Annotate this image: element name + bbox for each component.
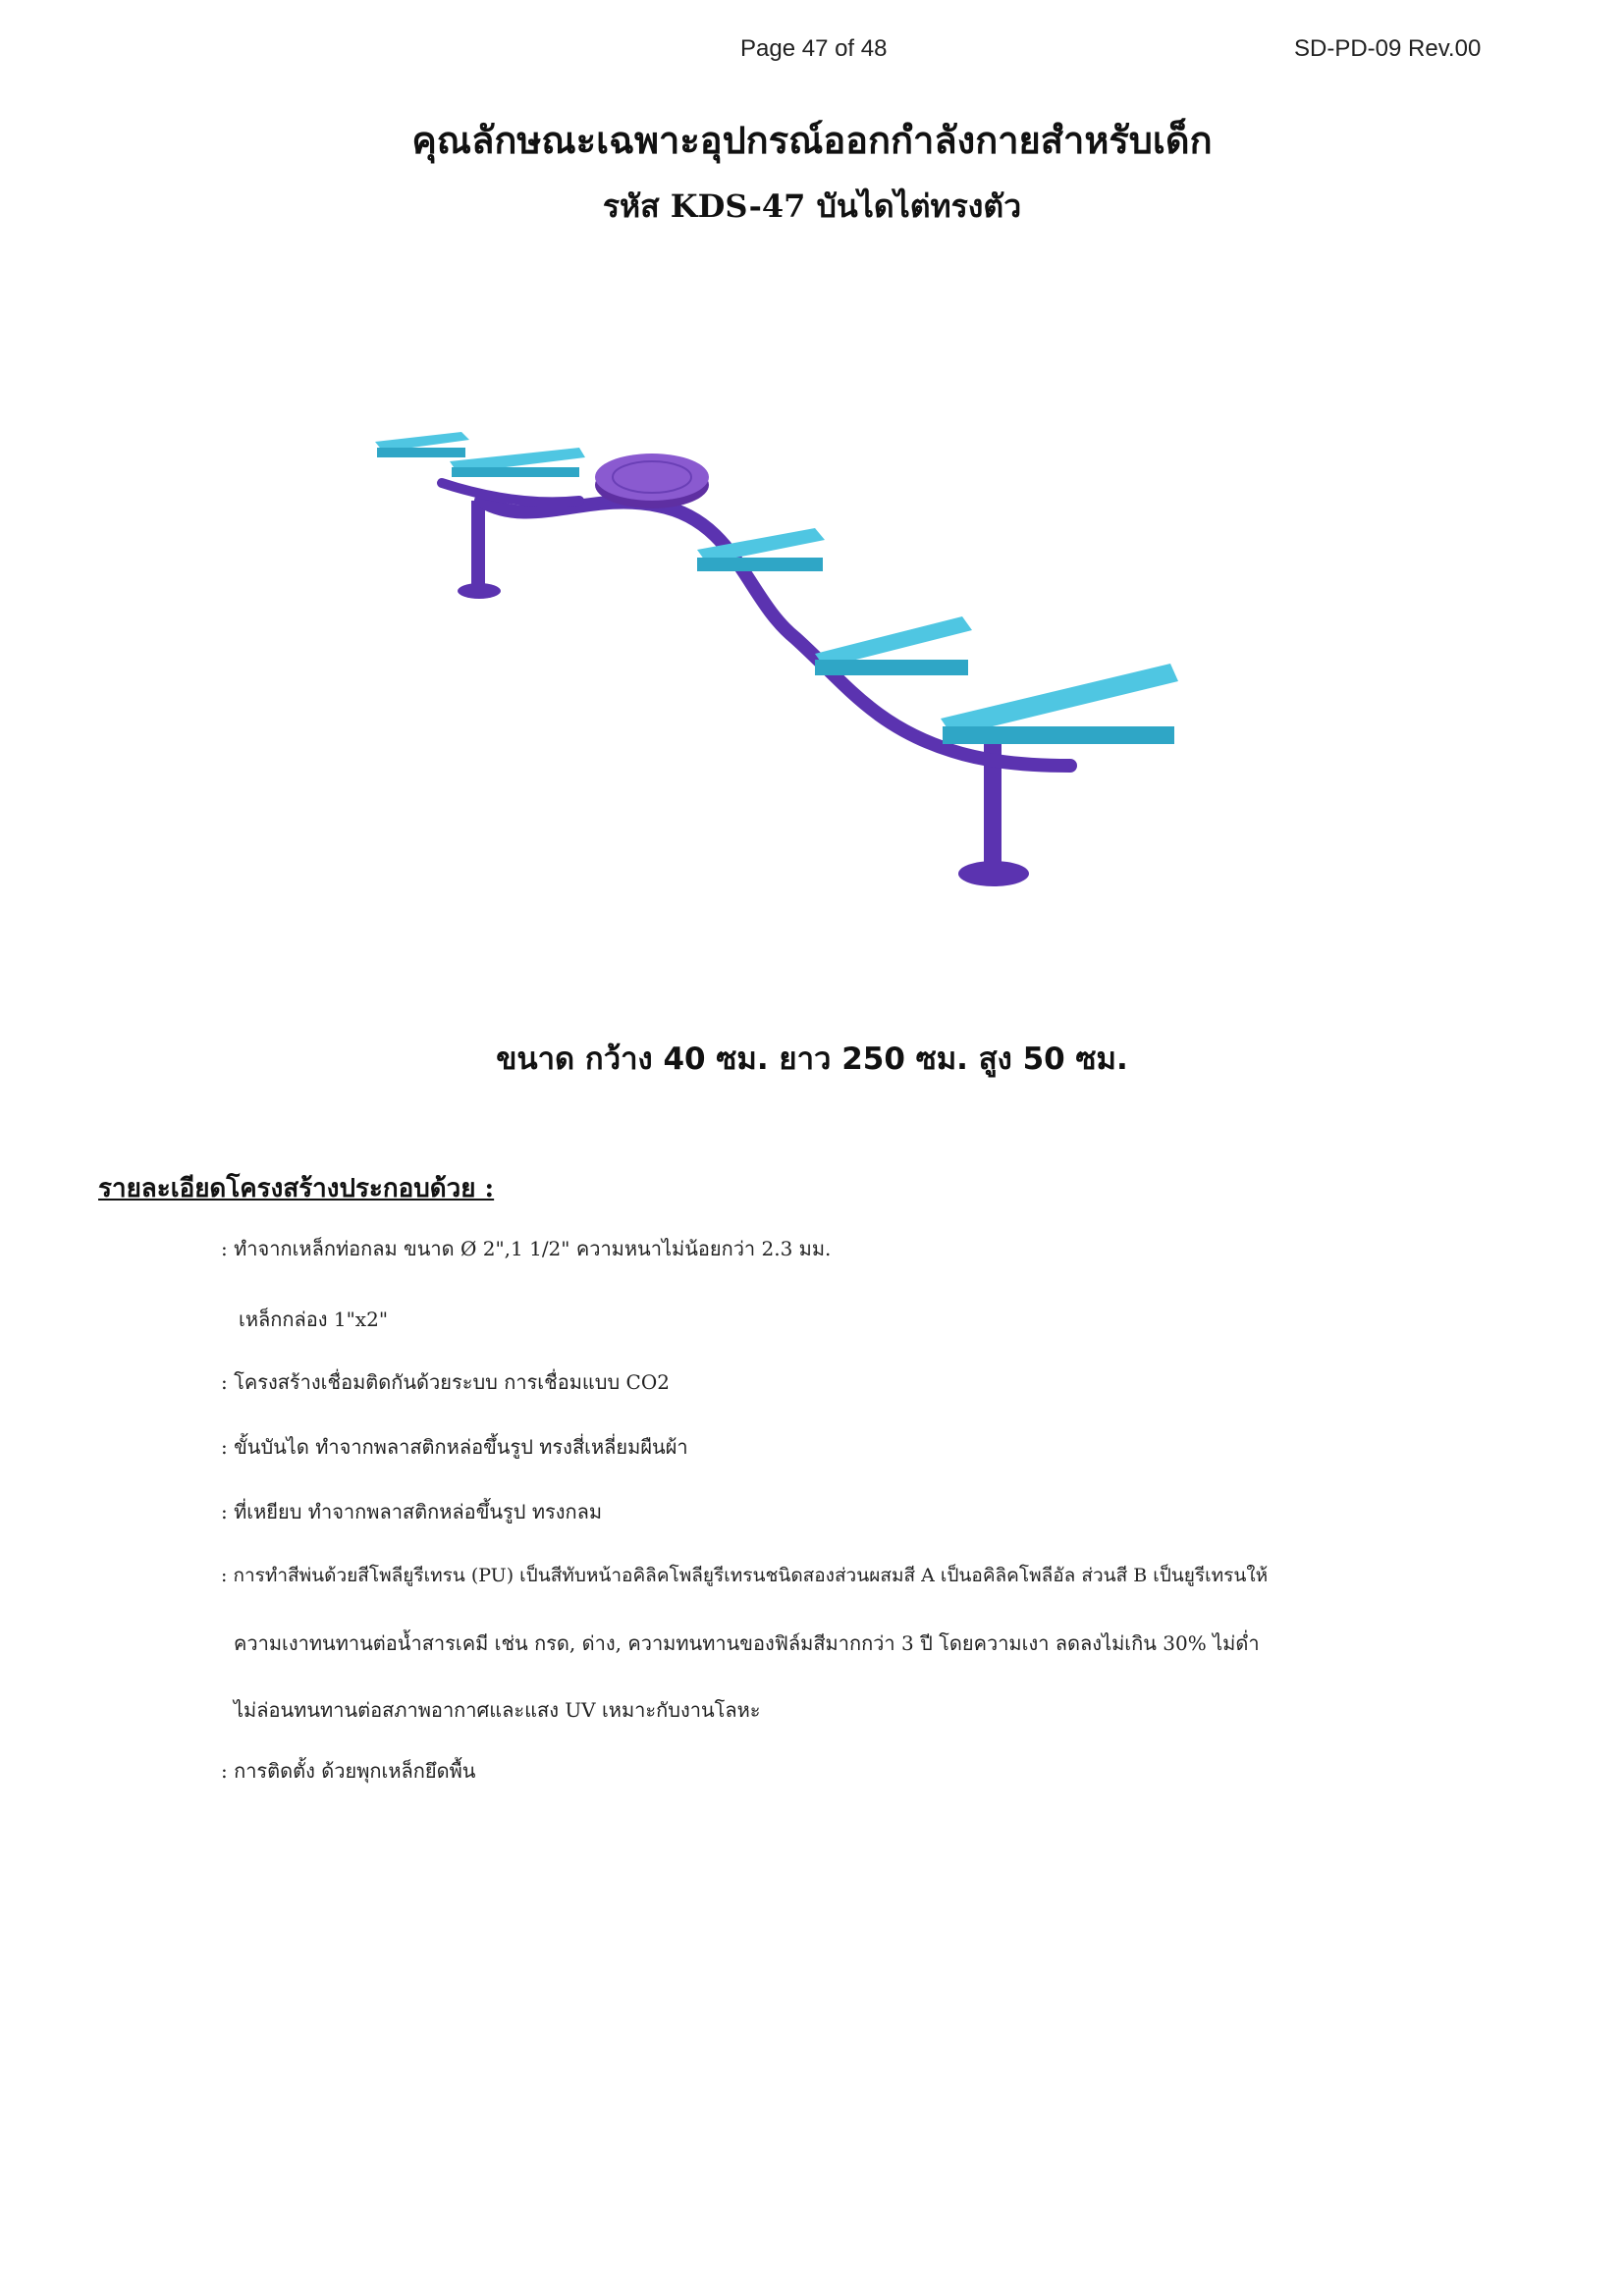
document-code: SD-PD-09 Rev.00 [1294, 35, 1482, 62]
dimensions-text: ขนาด กว้าง 40 ซม. ยาว 250 ซม. สูง 50 ซม. [496, 1041, 1128, 1077]
detail-line-8: ไม่ล่อนทนทานต่อสภาพอากาศและแสง UV เหมาะกับงานโลหะ [234, 1698, 761, 1722]
details-heading: รายละเอียดโครงสร้างประกอบด้วย : [98, 1174, 495, 1203]
step-1-front [377, 448, 465, 457]
detail-line-3: : โครงสร้างเชื่อมติดกันด้วยระบบ การเชื่อมแบบ CO2 [221, 1370, 670, 1394]
step-3-front [697, 558, 823, 571]
step-5-front [943, 726, 1174, 744]
document-title: คุณลักษณะเฉพาะอุปกรณ์ออกกำลังกายสำหรับเด็ก [411, 118, 1213, 162]
detail-line-7: ความเงาทนทานต่อน้ำสารเคมี เช่น กรด, ด่าง, ความทนทานของฟิล์มสีมากกว่า 3 ปี โดยความเงา ลดลงไม่เกิน 30% ไม่ด่ำ [234, 1631, 1260, 1655]
frame-cross-tube [442, 483, 579, 502]
detail-line-6: : การทำสีพ่นด้วยสีโพลียูรีเทรน (PU) เป็นสีทับหน้าอคิลิคโพลียูรีเทรนชนิดสองส่วนผสมสี A เป็นอคิลิคโพลีอัล ส่วนสี B เป็นยูรีเทรนให้ [221, 1565, 1269, 1586]
detail-line-4: : ขั้นบันได ทำจากพลาสติกหล่อขึ้นรูป ทรงสี่เหลี่ยมผืนผ้า [221, 1435, 688, 1459]
equipment-photo [363, 402, 1188, 903]
detail-line-2: เหล็กกล่อง 1"x2" [239, 1308, 389, 1331]
step-4-front [815, 660, 968, 675]
detail-line-9: : การติดตั้ง ด้วยพุกเหล็กยึดพื้น [221, 1759, 476, 1783]
page-number: Page 47 of 48 [740, 35, 888, 62]
leg-left [471, 501, 485, 591]
product-code-title: รหัส KDS-47 บันไดไต่ทรงตัว [602, 187, 1022, 225]
detail-line-5: : ที่เหยียบ ทำจากพลาสติกหล่อขึ้นรูป ทรงกลม [221, 1500, 603, 1523]
leg-right [984, 726, 1001, 874]
step-2-front [452, 467, 579, 477]
detail-line-1: : ทำจากเหล็กท่อกลม ขนาด Ø 2",1 1/2" ความหนาไม่น้อยกว่า 2.3 มม. [221, 1237, 832, 1260]
step-5 [941, 664, 1178, 736]
